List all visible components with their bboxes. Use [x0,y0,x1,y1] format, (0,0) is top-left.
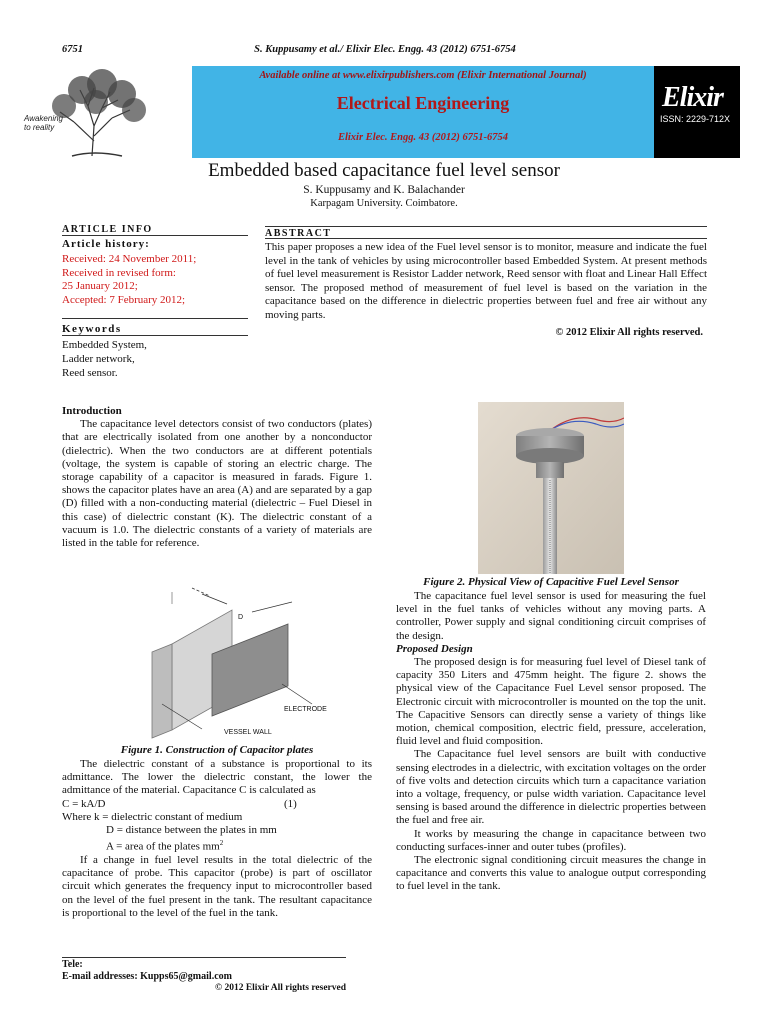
keyword: Embedded System, [62,339,147,351]
page-number: 6751 [62,44,83,55]
abstract-text: This paper proposes a new idea of the Fuel level sensor is to monitor, measure and indicate the fuel level in the tank of vehicles by using microcontroller based Embedded System. At present methods of fuel level measurement is Resistor Ladder network, Reed sensor with float and Linear Hall Effect sensor. The proposed method of measurement of fuel level is based on the variation in the capacitance based on the difference in dielectric properties between fuel and free air without any moving parts. [265,241,707,321]
proposed-design-paragraph: The proposed design is for measuring fuel level of Diesel tank of capacity 350 Liters and 475mm height. The figure 2. shows the physical view of the Capacitance Fuel Level sensor proposed. The Electronic circuit with microcontroller is mounted on the top the unit. The Capacitive Sensors can directly sense a variety of things like motion, chemical composition, electric field, pressure, acceleration, fluid level and fluid composition. [396,656,706,748]
keywords-heading: Keywords [62,323,122,335]
paper-title: Embedded based capacitance fuel level sensor [208,160,560,181]
fuel-sensor-photo [478,402,624,574]
abstract-rights: © 2012 Elixir All rights reserved. [555,327,703,338]
footer-email[interactable]: E-mail addresses: Kupps65@gmail.com [62,971,232,982]
probe-paragraph: If a change in fuel level results in the total dielectric of the capacitance of probe. This capacitor (probe) is part of oscillator circuit which generates the frequency input to microcontroller based on the level of the fuel present in the tank. The resultant capacitance is proportional to the level of the fuel in the tank. [62,854,372,919]
figure-2-caption: Figure 2. Physical View of Capacitive Fuel Level Sensor [423,576,679,588]
available-online [192,70,654,81]
history-line: Received in revised form: [62,266,176,279]
equation-number: (1) [284,797,297,810]
logo-tagline [24,114,63,132]
divider [265,226,707,227]
running-header [62,44,708,60]
divider [62,335,248,336]
journal-type: (Elixir International Journal) [457,70,587,81]
affiliation: Karpagam University. Coimbatore. [310,198,458,209]
superscript: 2 [219,839,224,848]
history-line: Accepted: 7 February 2012; [62,293,186,306]
signal-conditioning-paragraph: The electronic signal conditioning circuit measures the change in capacitance and converts this value to analogue output corresponding to fuel level in the tank. [396,854,706,893]
where-line [62,837,372,854]
divider [62,235,248,236]
capacitor-plates-diagram [132,584,372,742]
where-line-text: A = area of the plates mm [106,840,220,853]
proposed-design-heading: Proposed Design [396,642,473,655]
intro-heading: Introduction [62,405,122,417]
figure-1-label-gap: D [238,614,244,621]
keyword: Reed sensor. [62,367,118,379]
elixir-brand: Elixir [662,82,723,113]
figure-2 [478,402,624,574]
keyword: Ladder network, [62,353,135,365]
banner-center [192,66,654,158]
history-line: Received: 24 November 2011; [62,253,197,265]
tree-icon [22,66,192,158]
where-line: D = distance between the plates in mm [106,824,277,837]
logo-tagline-1: Awakening [24,114,63,123]
section-title: Electrical Engineering [336,93,510,113]
figure-1 [132,584,372,742]
electrodes-paragraph: The Capacitance fuel level sensors are built with conductive sensing electrodes in a dielectric, with excitation voltages on the order of five volts and detection circuits which turn a capacitance variation into a voltage, frequency, or pulse width variation. Capacitance level sensing is based around the difference in dielectric properties between the fuel and free air. [396,748,706,827]
keywords-list [62,338,147,380]
elixir-logo [654,66,740,158]
history-line: 25 January 2012; [62,280,138,293]
intro-text: The capacitance level detectors consist of two conductors (plates) that are electrically isolated from one another by a nonconductor (dielectric). When the two conductors are at different potentials (voltage, the system is capable of storing an electric charge. The storage capability of a capacitor is measured in farads. Figure 1. shows the capacitor plates have an area (A) and are separated by a gap (D) filled with a non-conducting material (dielectric – Fuel Diesel in this case) of dielectric constant (K). The dielectric constant of a vacuum is 1.0. The dielectric constants of a variety of materials are listed in the table for reference. [62,418,372,550]
equation: C = kA/D [62,797,106,810]
figure-1-caption: Figure 1. Construction of Capacitor plates [120,744,314,756]
measuring-paragraph: It works by measuring the change in capacitance between two conducting surfaces-inner and outer tubes (profiles). [396,827,706,853]
journal-banner [22,66,740,158]
abstract-heading: ABSTRACT [265,228,332,239]
figure-1-label-vessel: VESSEL WALL [224,729,272,736]
issn: ISSN: 2229-712X [660,114,731,124]
figure-1-label-electrode: ELECTRODE [284,706,327,713]
footer-tele: Tele: [62,959,83,970]
where-line: Where k = dielectric constant of medium [62,810,243,823]
left-column-top [62,405,372,550]
available-online-url[interactable]: Available online at www.elixirpublishers.com [259,70,455,81]
footer-divider [62,957,346,958]
footer-rights: © 2012 Elixir All rights reserved [214,983,346,993]
article-history-heading: Article history: [62,238,150,250]
running-citation: S. Kuppusamy et al./ Elixir Elec. Engg. 43 (2012) 6751-6754 [254,44,516,55]
sensor-paragraph: The capacitance fuel level sensor is used for measuring the fuel level in the fuel tanks of vehicles without any moving parts. A controller, Power supply and signal conditioning circuit comprises of the design. [396,590,706,642]
logo-tagline-2: to reality [24,123,55,132]
article-history [62,253,196,307]
divider [62,318,248,319]
article-info-heading: ARTICLE INFO [62,224,153,235]
tree-logo [22,66,192,158]
right-column [396,590,706,894]
left-column-bottom [62,758,372,920]
journal-citation: Elixir Elec. Engg. 43 (2012) 6751-6754 [337,132,509,143]
dielectric-paragraph: The dielectric constant of a substance is proportional to its admittance. The lower the dielectric constant, the lower the admittance of the material. Capacitance C is calculated as [62,758,372,797]
equation-row [62,798,372,811]
authors: S. Kuppusamy and K. Balachander [303,184,465,196]
